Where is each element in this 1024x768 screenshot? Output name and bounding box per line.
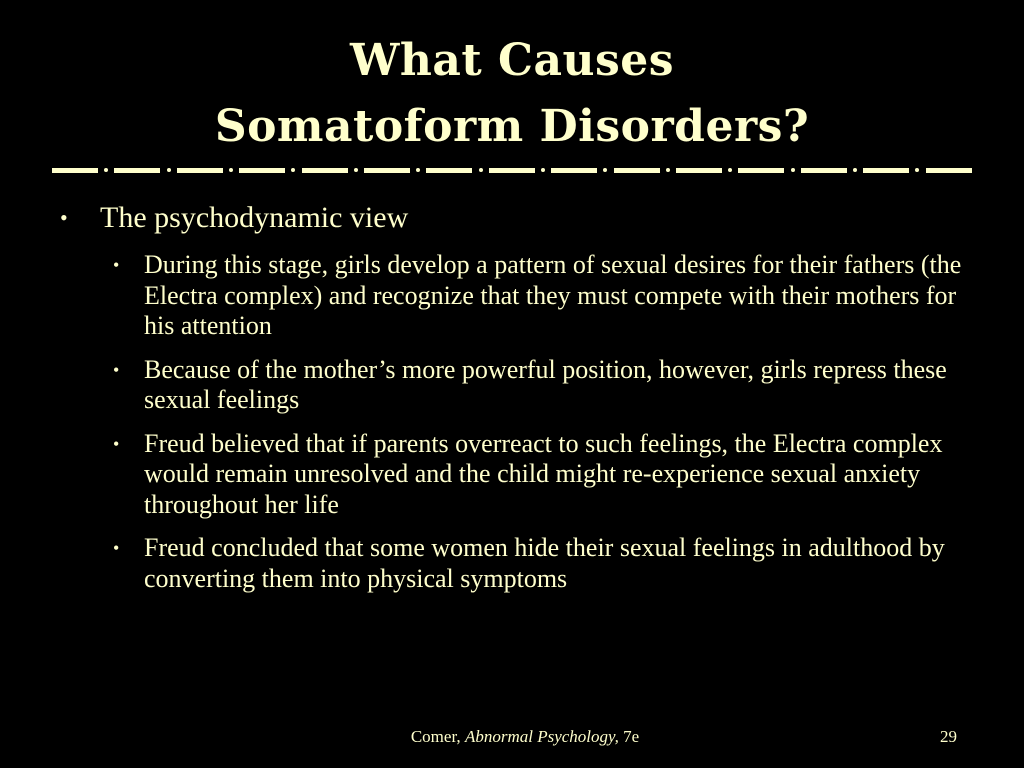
sub-bullet-item: [108, 250, 974, 342]
title-line-1: What Causes: [349, 35, 675, 86]
title-line-2: Somatoform Disorders?: [214, 101, 810, 152]
bullet-dot-icon: •: [113, 359, 120, 380]
slide-content: [58, 198, 968, 607]
footer-book-title: Abnormal Psychology,: [464, 727, 619, 746]
footer-edition: 7e: [623, 727, 640, 746]
sub-bullet-text: Freud concluded that some women hide their sexual feelings in adulthood by converting them into physical symptoms: [144, 533, 945, 593]
sub-bullet-text: Because of the mother’s more powerful position, however, girls repress these sexual feelings: [144, 354, 947, 414]
bullet-dot-icon: •: [113, 255, 120, 275]
main-bullet-text: The psychodynamic view: [100, 201, 409, 234]
main-bullet: [58, 198, 968, 238]
bullet-dot-icon: •: [60, 205, 68, 230]
slide-title: [0, 28, 1024, 160]
sub-bullet-item: [108, 533, 974, 594]
bullet-dot-icon: •: [113, 433, 120, 454]
page-number: 29: [940, 727, 957, 746]
sub-bullet-text: During this stage, girls develop a pattern of sexual desires for their fathers (the Electra complex) and recognize that they must compete with their mothers for his attention: [144, 250, 962, 340]
sub-bullet-text: Freud believed that if parents overreact to such feelings, the Electra complex would remain unresolved and the child might re-experience sexual anxiety throughout her life: [144, 428, 943, 519]
sub-bullet-item: [108, 429, 974, 521]
bullet-dot-icon: •: [113, 538, 120, 558]
sub-bullet-item: [108, 355, 974, 416]
footer-author: Comer,: [410, 727, 461, 746]
title-divider: [52, 166, 972, 174]
sub-bullet-list: [58, 250, 968, 594]
footer-citation: [0, 727, 1024, 747]
